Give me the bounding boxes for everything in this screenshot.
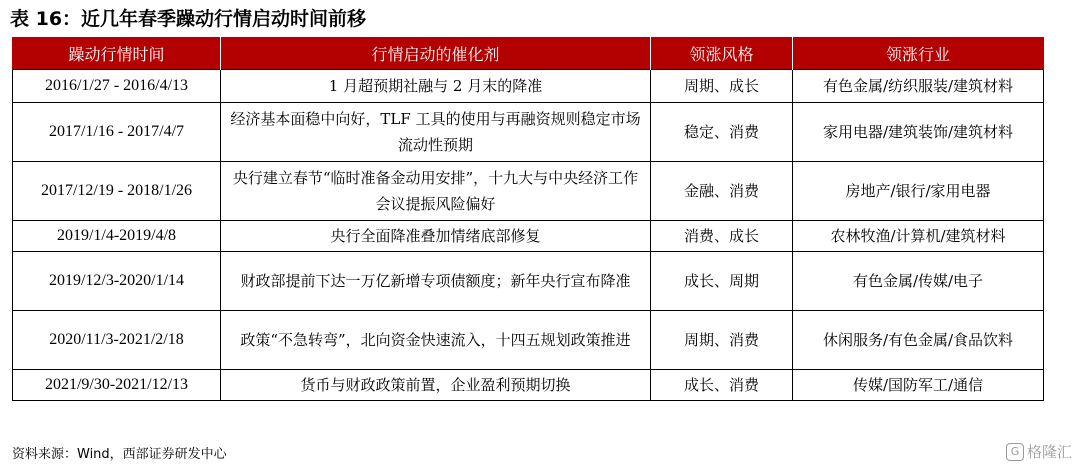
cell-industry: 传媒/国防军工/通信: [793, 370, 1044, 401]
cell-style: 成长、消费: [651, 370, 793, 401]
header-style: 领涨风格: [651, 37, 793, 70]
cell-period: 2019/12/3-2020/1/14: [13, 252, 221, 311]
data-table: [12, 37, 1044, 401]
header-period: 躁动行情时间: [13, 37, 221, 70]
cell-industry: 休闲服务/有色金属/食品饮料: [793, 311, 1044, 370]
table-row: [13, 70, 1044, 103]
cell-catalyst: 央行建立春节“临时准备金动用安排”，十九大与中央经济工作会议提振风险偏好: [221, 162, 651, 221]
cell-period: 2021/9/30-2021/12/13: [13, 370, 221, 401]
table-title: 表 16：近几年春季躁动行情启动时间前移: [10, 8, 367, 30]
cell-period: 2019/1/4-2019/4/8: [13, 221, 221, 252]
table-row: [13, 103, 1044, 162]
source-note: 资料来源：Wind，西部证券研发中心: [12, 447, 227, 462]
cell-industry: 房地产/银行/家用电器: [793, 162, 1044, 221]
cell-period: 2016/1/27 - 2016/4/13: [13, 70, 221, 103]
header-catalyst: 行情启动的催化剂: [221, 37, 651, 70]
cell-industry: 有色金属/传媒/电子: [793, 252, 1044, 311]
header-industry: 领涨行业: [793, 37, 1044, 70]
table-header-row: [13, 37, 1044, 70]
watermark: [1006, 441, 1072, 462]
table-row: [13, 162, 1044, 221]
cell-period: 2017/12/19 - 2018/1/26: [13, 162, 221, 221]
table-row: [13, 311, 1044, 370]
cell-style: 周期、消费: [651, 311, 793, 370]
cell-catalyst: 经济基本面稳中向好，TLF 工具的使用与再融资规则稳定市场流动性预期: [221, 103, 651, 162]
table-row: [13, 221, 1044, 252]
cell-style: 成长、周期: [651, 252, 793, 311]
cell-style: 周期、成长: [651, 70, 793, 103]
cell-catalyst: 财政部提前下达一万亿新增专项债额度；新年央行宣布降准: [221, 252, 651, 311]
cell-industry: 有色金属/纺织服装/建筑材料: [793, 70, 1044, 103]
table-row: [13, 370, 1044, 401]
cell-period: 2020/11/3-2021/2/18: [13, 311, 221, 370]
cell-catalyst: 1 月超预期社融与 2 月末的降准: [221, 70, 651, 103]
cell-style: 消费、成长: [651, 221, 793, 252]
cell-period: 2017/1/16 - 2017/4/7: [13, 103, 221, 162]
watermark-text: 格隆汇: [1026, 443, 1072, 461]
table-row: [13, 252, 1044, 311]
cell-catalyst: 货币与财政政策前置，企业盈利预期切换: [221, 370, 651, 401]
cell-industry: 农林牧渔/计算机/建筑材料: [793, 221, 1044, 252]
cell-catalyst: 政策“不急转弯”，北向资金快速流入，十四五规划政策推进: [221, 311, 651, 370]
cell-catalyst: 央行全面降准叠加情绪底部修复: [221, 221, 651, 252]
watermark-logo-icon: G: [1006, 443, 1024, 461]
cell-style: 金融、消费: [651, 162, 793, 221]
cell-industry: 家用电器/建筑装饰/建筑材料: [793, 103, 1044, 162]
cell-style: 稳定、消费: [651, 103, 793, 162]
